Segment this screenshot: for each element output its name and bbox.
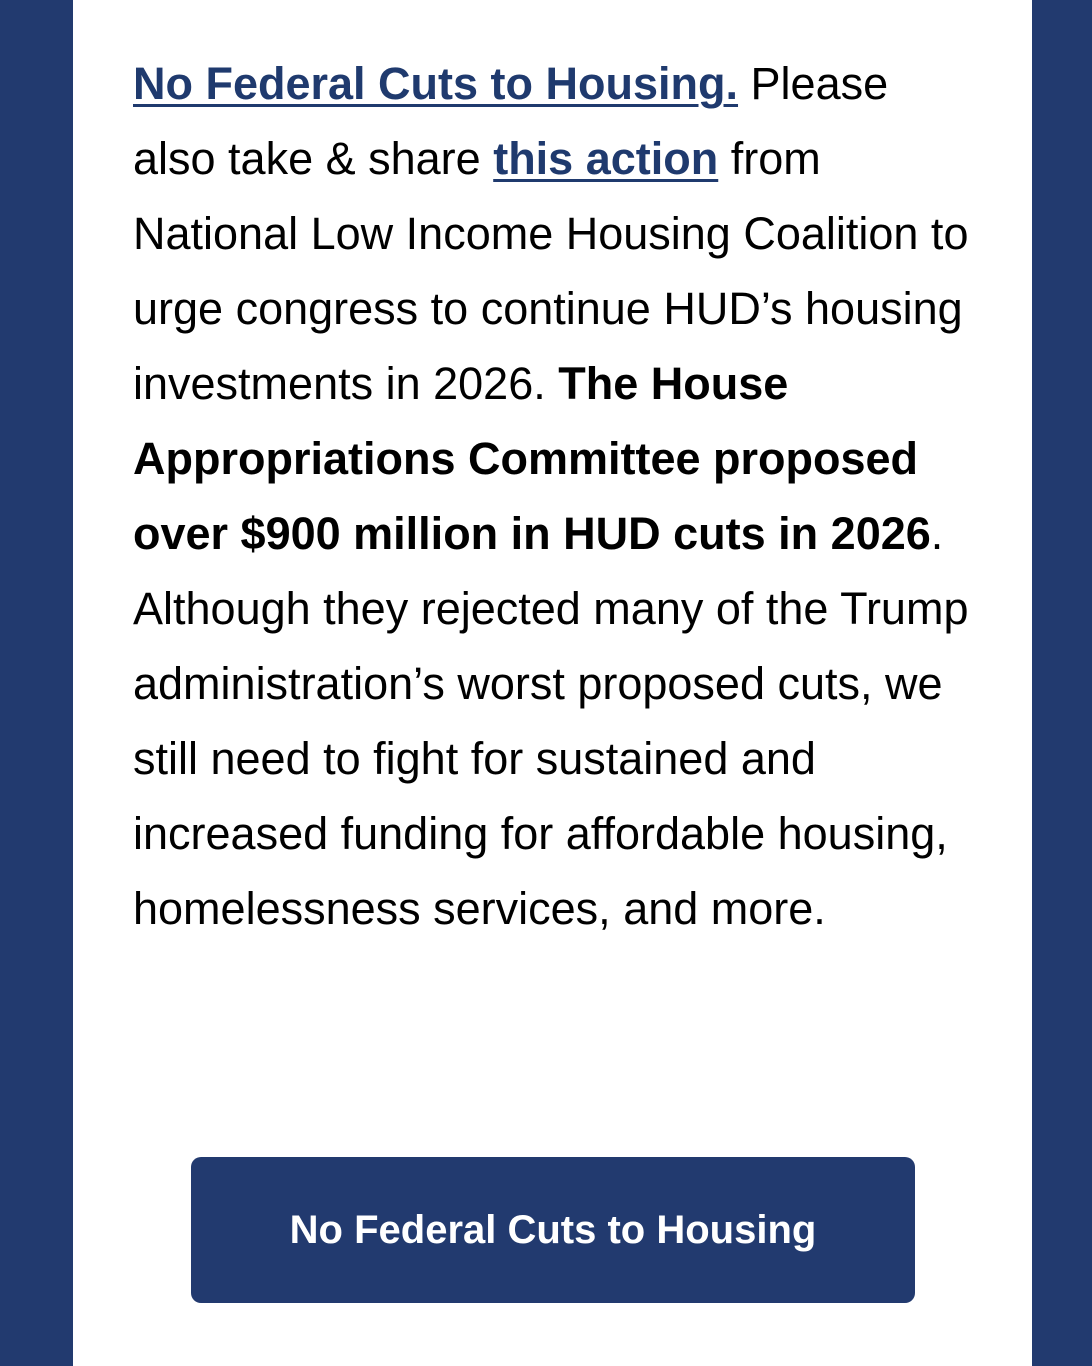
- body-paragraph: [133, 46, 983, 946]
- no-federal-cuts-button[interactable]: No Federal Cuts to Housing: [191, 1157, 915, 1303]
- body-text-3: . Although they rejected many of the Trump administration’s worst proposed cuts, we still need to fight for sustained and increased funding for affordable housing, homelessness services, and more.: [133, 508, 969, 934]
- this-action-link[interactable]: this action: [493, 133, 719, 184]
- bold-statement: The House Appropriations Committee proposed over $900 million in HUD cuts in 2026: [133, 358, 931, 559]
- email-card: [73, 0, 1032, 1366]
- body-text-1: Please also take & share: [133, 58, 889, 184]
- no-federal-cuts-link[interactable]: No Federal Cuts to Housing.: [133, 58, 739, 109]
- body-text-2: from National Low Income Housing Coalition to urge congress to continue HUD’s housing investments in 2026.: [133, 133, 969, 409]
